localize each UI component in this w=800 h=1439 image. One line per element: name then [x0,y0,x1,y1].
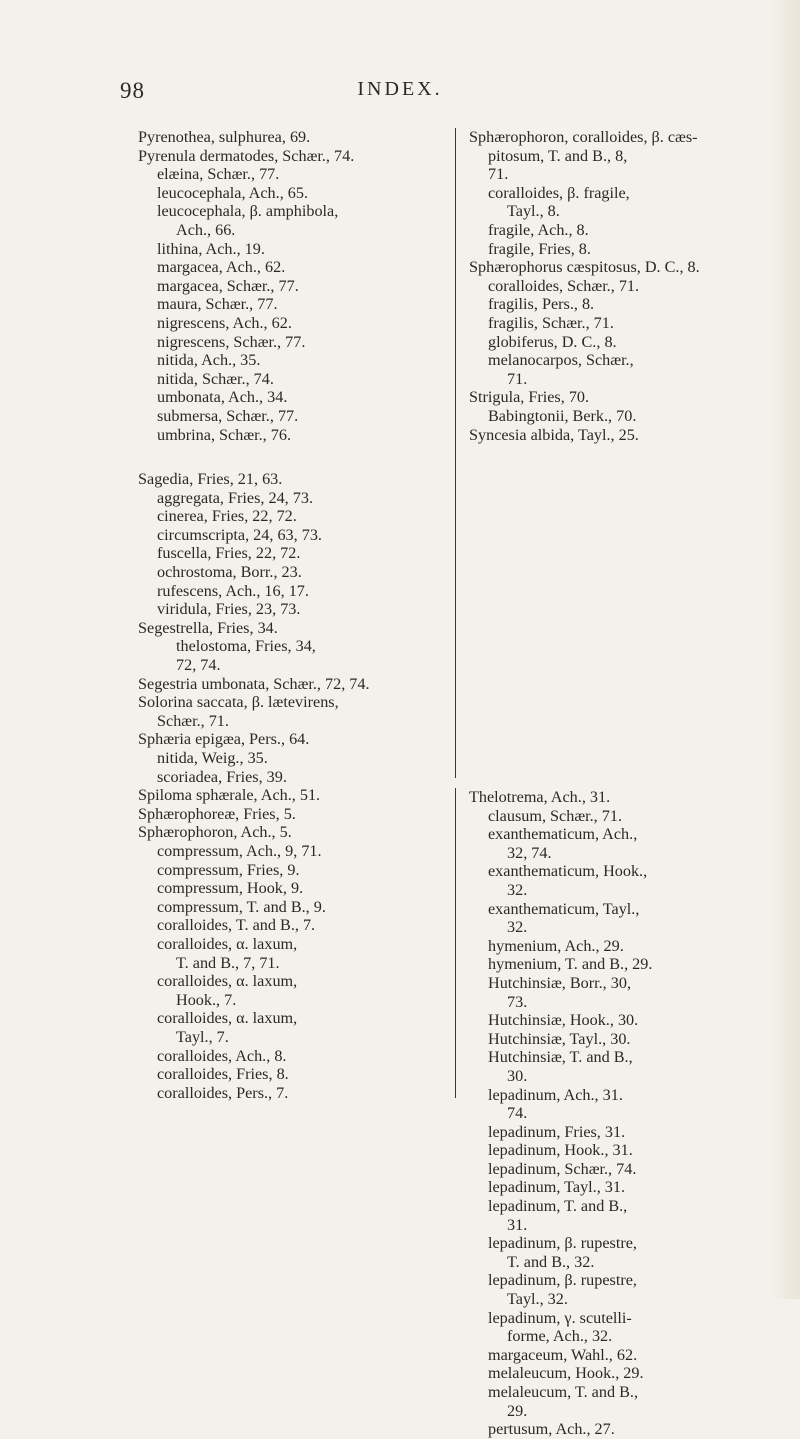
index-entry [138,786,438,805]
index-entry [138,861,438,880]
index-entry-line: coralloides, T. and B., 7. [157,916,316,935]
index-entry-line: elæina, Schær., 77. [157,165,280,184]
index-entry-line: Tayl., 7. [176,1027,229,1046]
index-entry-line: compressum, Hook, 9. [157,879,304,898]
index-entry [469,974,754,1011]
index-entry-line: rufescens, Ach., 16, 17. [157,581,309,600]
index-entry-line: umbonata, Ach., 34. [157,388,288,407]
index-entry-line: Ach., 66. [176,220,236,239]
index-entry-line: fragile, Fries, 8. [488,239,591,258]
index-entry-line: submersa, Schær., 77. [157,406,299,425]
index-entry-line: lithina, Ach., 19. [157,239,265,258]
index-entry-line: ochrostoma, Borr., 23. [157,563,302,582]
index-entry [138,619,438,638]
index-entry [469,1271,754,1308]
index-entry [138,972,438,1009]
index-entry-line: compressum, T. and B., 9. [157,897,326,916]
index-entry-line: Solorina saccata, β. lætevirens, [138,693,339,712]
index-entry [138,898,438,917]
index-entry-line: Sphærophoron, coralloides, β. cæs- [469,128,698,146]
index-entry-line: lepadinum, Tayl., 31. [488,1178,626,1197]
index-entry-line: Schær., 71. [157,711,229,730]
page-edge-shadow [770,0,800,1299]
index-entry-line: lepadinum, Hook., 31. [488,1141,633,1160]
index-entry-line: Hutchinsiæ, Hook., 30. [488,1011,639,1030]
index-entry [469,240,754,259]
index-entry-line: 31. [507,1215,528,1234]
index-entry [469,295,754,314]
index-entry-line: hymenium, Ach., 29. [488,936,624,955]
index-entry-line: 32. [507,918,528,937]
index-entry [469,314,754,333]
index-entry-line: coralloides, β. fragile, [488,183,630,202]
index-entry [138,147,438,166]
index-entry [469,1197,754,1234]
index-entry [469,1141,754,1160]
index-entry-line: lepadinum, β. rupestre, [488,1234,637,1253]
index-entry-line: fuscella, Fries, 22, 72. [157,544,301,563]
index-entry [138,1065,438,1084]
index-entry-line: pertusum, Ach., 27. [488,1420,615,1439]
index-entry-line: Segestria umbonata, Schær., 72, 74. [138,674,370,693]
index-entry-line: Babingtonii, Berk., 70. [488,406,637,425]
index-entry-line: nitida, Schær., 74. [157,369,274,388]
index-entry [138,693,438,730]
index-entry-line: coralloides, α. laxum, [157,1009,298,1028]
index-entry-line: Pyrenothea, sulphurea, 69. [138,128,311,146]
index-entry [138,470,438,489]
index-entry [469,407,754,426]
index-entry-line: margaceum, Wahl., 62. [488,1345,638,1364]
index-entry-line: Thelotrema, Ach., 31. [469,788,611,806]
index-entry [138,202,438,239]
index-entry [138,916,438,935]
section-gap [138,444,438,470]
index-entry-line: 72, 74. [176,656,221,675]
index-entry-line: 71. [488,165,509,184]
index-entry [138,295,438,314]
index-entry-line: T. and B., 32. [507,1252,595,1271]
right-column-bottom [455,788,754,1439]
index-entry [469,955,754,974]
index-entry [138,277,438,296]
index-entry [138,563,438,582]
index-entry [469,277,754,296]
index-entry-line: 74. [507,1104,528,1123]
index-entry-line: compressum, Fries, 9. [157,860,300,879]
index-entry-line: aggregata, Fries, 24, 73. [157,488,313,507]
index-entry-line: nitida, Weig., 35. [157,749,268,767]
index-entry [469,426,754,445]
index-entry [138,637,438,674]
index-entry [469,258,754,277]
index-entry-line: melaleucum, Hook., 29. [488,1364,644,1383]
index-entry-line: nigrescens, Ach., 62. [157,313,292,332]
index-entry-line: lepadinum, β. rupestre, [488,1271,637,1290]
index-entry-line: nitida, Ach., 35. [157,351,261,370]
index-entry [469,1364,754,1383]
index-entry [469,825,754,862]
index-entry [469,937,754,956]
index-entry-line: Hook., 7. [176,990,237,1009]
index-entry-line: melaleucum, T. and B., [488,1383,638,1401]
index-entry [469,1011,754,1030]
index-entry-line: lepadinum, Fries, 31. [488,1122,626,1141]
index-entry-line: margacea, Schær., 77. [157,276,299,295]
index-entry [138,128,438,147]
index-entry [469,1086,754,1123]
index-entry-line: Segestrella, Fries, 34. [138,618,278,637]
index-entry [469,1309,754,1346]
index-entry-line: viridula, Fries, 23, 73. [157,600,301,619]
index-entry [138,314,438,333]
index-entry [138,730,438,749]
index-entry-line: Tayl., 8. [507,202,560,221]
index-entry-line: lepadinum, T. and B., [488,1197,628,1216]
index-entry-line: pitosum, T. and B., 8, [488,146,628,165]
index-entry [469,1420,754,1439]
left-column [138,128,438,1102]
index-entry-line: Hutchinsiæ, Borr., 30, [488,973,631,992]
index-entry-line: 71. [507,369,528,388]
index-entry [138,842,438,861]
index-entry-line: Sphæria epigæa, Pers., 64. [138,730,310,749]
index-entry [138,165,438,184]
index-entry [469,1178,754,1197]
index-entry-line: fragilis, Pers., 8. [488,295,595,314]
index-entry [138,426,438,445]
index-entry-line: coralloides, α. laxum, [157,972,298,991]
index-entry [469,862,754,899]
index-entry-line: coralloides, Ach., 8. [157,1046,287,1065]
index-entry [138,582,438,601]
index-entry [138,823,438,842]
index-entry-line: margacea, Ach., 62. [157,258,286,277]
index-entry-line: Sphærophorus cæspitosus, D. C., 8. [469,258,700,277]
index-entry-line: cinerea, Fries, 22, 72. [157,507,297,526]
index-entry [138,1009,438,1046]
index-entry [469,1123,754,1142]
index-entry [138,935,438,972]
index-entry [469,388,754,407]
index-entry-line: globiferus, D. C., 8. [488,332,617,351]
index-entry [138,544,438,563]
index-entry-line: fragile, Ach., 8. [488,220,589,239]
index-entry [469,1383,754,1420]
index-entry [469,1030,754,1049]
index-entry-line: Strigula, Fries, 70. [469,388,590,407]
index-entry-line: 30. [507,1066,528,1085]
index-entry [138,333,438,352]
index-entry-line: lepadinum, Schær., 74. [488,1159,637,1178]
index-entry [138,1047,438,1066]
index-entry [469,1234,754,1271]
index-entry-line: scoriadea, Fries, 39. [157,767,287,786]
index-entry [138,351,438,370]
index-entry-line: circumscripta, 24, 63, 73. [157,525,322,544]
index-entry [138,749,438,768]
index-entry-line: Sphærophoreæ, Fries, 5. [138,804,296,823]
index-entry [469,128,754,184]
index-entry [469,184,754,221]
page-number: 98 [120,78,145,103]
index-entry-line: Sphærophoron, Ach., 5. [138,823,292,842]
index-entry [138,489,438,508]
index-entry-line: clausum, Schær., 71. [488,806,622,825]
index-entry [138,600,438,619]
index-entry-line: exanthematicum, Ach., [488,825,638,844]
index-entry-line: hymenium, T. and B., 29. [488,955,653,974]
index-entry [138,407,438,426]
page-title: INDEX. [357,78,443,100]
index-entry-line: Hutchinsiæ, T. and B., [488,1048,633,1067]
index-entry [138,258,438,277]
index-entry [138,507,438,526]
index-entry-line: melanocarpos, Schær., [488,351,634,370]
index-entry-line: 32. [507,880,528,899]
index-entry [138,675,438,694]
index-entry-line: lepadinum, Ach., 31. [488,1085,623,1104]
index-entry-line: Tayl., 32. [507,1290,568,1309]
index-entry-line: Spiloma sphærale, Ach., 51. [138,786,321,805]
index-entry [469,807,754,826]
index-entry-line: exanthematicum, Hook., [488,862,648,881]
index-entry-line: Pyrenula dermatodes, Schær., 74. [138,146,355,165]
index-entry-line: T. and B., 7, 71. [176,953,280,972]
index-entry [469,1048,754,1085]
index-entry-line: coralloides, α. laxum, [157,934,298,953]
index-entry [138,370,438,389]
index-entry [138,526,438,545]
index-entry-line: lepadinum, γ. scutelli- [488,1308,632,1327]
index-entry [138,805,438,824]
index-entry-line: umbrina, Schær., 76. [157,425,291,444]
index-entry-line: Sagedia, Fries, 21, 63. [138,470,283,489]
index-entry [138,1084,438,1103]
index-entry-line: maura, Schær., 77. [157,295,278,314]
index-entry-line: leucocephala, β. amphibola, [157,202,339,221]
index-entry-line: coralloides, Schær., 71. [488,276,640,295]
index-entry [469,333,754,352]
index-entry [469,1346,754,1365]
index-entry-line: fragilis, Schær., 71. [488,313,614,332]
index-entry-line: forme, Ach., 32. [507,1327,613,1346]
index-entry-line: Hutchinsiæ, Tayl., 30. [488,1029,631,1048]
right-column-top [455,128,754,778]
index-entry [469,900,754,937]
index-entry-line: 29. [507,1401,528,1420]
index-entry-line: leucocephala, Ach., 65. [157,183,309,202]
index-entry-line: Syncesia albida, Tayl., 25. [469,425,639,444]
index-entry-line: exanthematicum, Tayl., [488,899,640,918]
index-entry-line: coralloides, Fries, 8. [157,1065,289,1084]
index-entry [138,184,438,203]
index-entry-line: compressum, Ach., 9, 71. [157,841,322,860]
index-entry [469,351,754,388]
index-entry [469,788,754,807]
index-entry-line: 73. [507,992,528,1011]
index-entry [138,879,438,898]
index-entry [138,768,438,787]
index-entry-line: thelostoma, Fries, 34, [176,637,316,656]
index-entry-line: 32, 74. [507,843,552,862]
index-entry-line: nigrescens, Schær., 77. [157,332,306,351]
index-entry-line: coralloides, Pers., 7. [157,1083,289,1102]
index-entry [469,1160,754,1179]
index-entry [138,240,438,259]
index-entry [138,388,438,407]
index-entry [469,221,754,240]
